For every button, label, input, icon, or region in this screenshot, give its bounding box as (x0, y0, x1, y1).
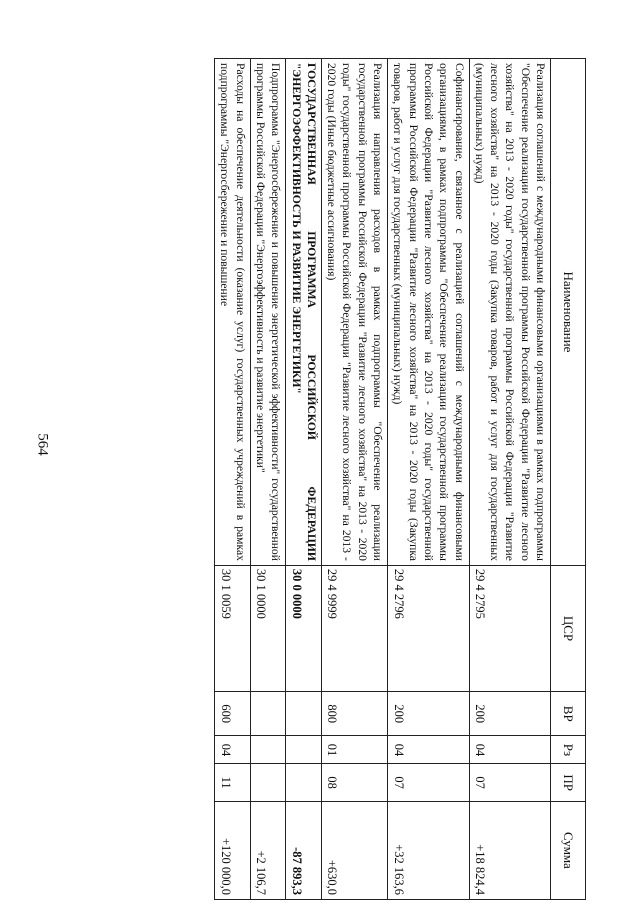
header-name: Наименование (551, 59, 586, 566)
row-sum: +120 000,0 (215, 801, 251, 899)
row-name: ГОСУДАРСТВЕННАЯ ПРОГРАММА РОССИЙСКОЙ ФЕДЕРАЦИИ "ЭНЕРГОЭФФЕКТИВНОСТЬ И РАЗВИТИЕ ЭНЕРГЕТИКИ" (286, 59, 322, 566)
row-name: Подпрограмма "Энергосбережение и повышение энергетической эффективности" государственной программы Российской Федерации "Энергоэффективность и развитие энергетики" (250, 59, 286, 566)
table-row (321, 59, 387, 900)
row-sum: +630,0 (321, 801, 387, 899)
table-row (215, 59, 251, 900)
row-rz: 04 (215, 736, 251, 764)
row-name: Реализация соглашений с международными финансовыми организациями в рамках подпрограммы "Обеспечение реализации государственной программы Российской Федерации "Развитие лесного хозяйства" на 2013 - 2020 годы" государственной программы Российской Федерации "Развитие лесного хозяйства" на 2013 - 2020 годы (Закупка товаров, работ и услуг для государственных (муниципальных) нужд) (469, 59, 550, 566)
row-csr: 30 1 0000 (250, 565, 286, 691)
row-vr: 800 (321, 692, 387, 736)
header-rz: Рз (551, 736, 586, 764)
row-rz (250, 736, 286, 764)
row-sum: +32 163,6 (388, 801, 469, 899)
row-csr: 29 4 9999 (321, 565, 387, 691)
row-rz: 04 (388, 736, 469, 764)
row-sum: +18 824,4 (469, 801, 550, 899)
header-vr: ВР (551, 692, 586, 736)
rotated-page-content (76, 58, 586, 908)
row-rz: 04 (469, 736, 550, 764)
row-rz: 01 (321, 736, 387, 764)
row-csr: 29 4 2796 (388, 565, 469, 691)
row-csr: 29 4 2795 (469, 565, 550, 691)
row-vr: 600 (215, 692, 251, 736)
row-csr: 30 0 0000 (286, 565, 322, 691)
table-row (286, 59, 322, 900)
row-vr (250, 692, 286, 736)
header-pr: ПР (551, 764, 586, 801)
row-pr (286, 764, 322, 801)
row-name: Реализация направления расходов в рамках подпрограммы "Обеспечение реализации государственной программы Российской Федерации "Развитие лесного хозяйства" на 2013 - 2020 годы" государственной программы Российской Федерации "Развитие лесного хозяйства" на 2013 - 2020 годы (Иные бюджетные ассигнования) (321, 59, 387, 566)
table-row (250, 59, 286, 900)
row-rz (286, 736, 322, 764)
row-vr: 200 (469, 692, 550, 736)
row-pr: 07 (469, 764, 550, 801)
row-pr: 11 (215, 764, 251, 801)
row-vr: 200 (388, 692, 469, 736)
header-csr: ЦСР (551, 565, 586, 691)
table-header-row (551, 59, 586, 900)
row-name: Софинансирование, связанное с реализацией соглашений с международными финансовыми организациями, в рамках подпрограммы "Обеспечение реализации государственной программы Российской Федерации "Развитие лесного хозяйства" на 2013 - 2020 годы" государственной программы Российской Федерации "Развитие лесного хозяйства" на 2013 - 2020 годы (Закупка товаров, работ и услуг для государственных (муниципальных) нужд) (388, 59, 469, 566)
page-number: 564 (34, 433, 51, 456)
header-sum: Сумма (551, 801, 586, 899)
row-pr: 08 (321, 764, 387, 801)
row-pr (250, 764, 286, 801)
table-row (388, 59, 469, 900)
table-row (469, 59, 550, 900)
row-name: Расходы на обеспечение деятельности (оказание услуг) государственных учреждений в рамках подпрограммы "Энергосбережение и повышение (215, 59, 251, 566)
row-csr: 30 1 0059 (215, 565, 251, 691)
row-sum: -87 893,3 (286, 801, 322, 899)
row-pr: 07 (388, 764, 469, 801)
row-sum: +2 106,7 (250, 801, 286, 899)
row-vr (286, 692, 322, 736)
budget-table (214, 58, 586, 900)
